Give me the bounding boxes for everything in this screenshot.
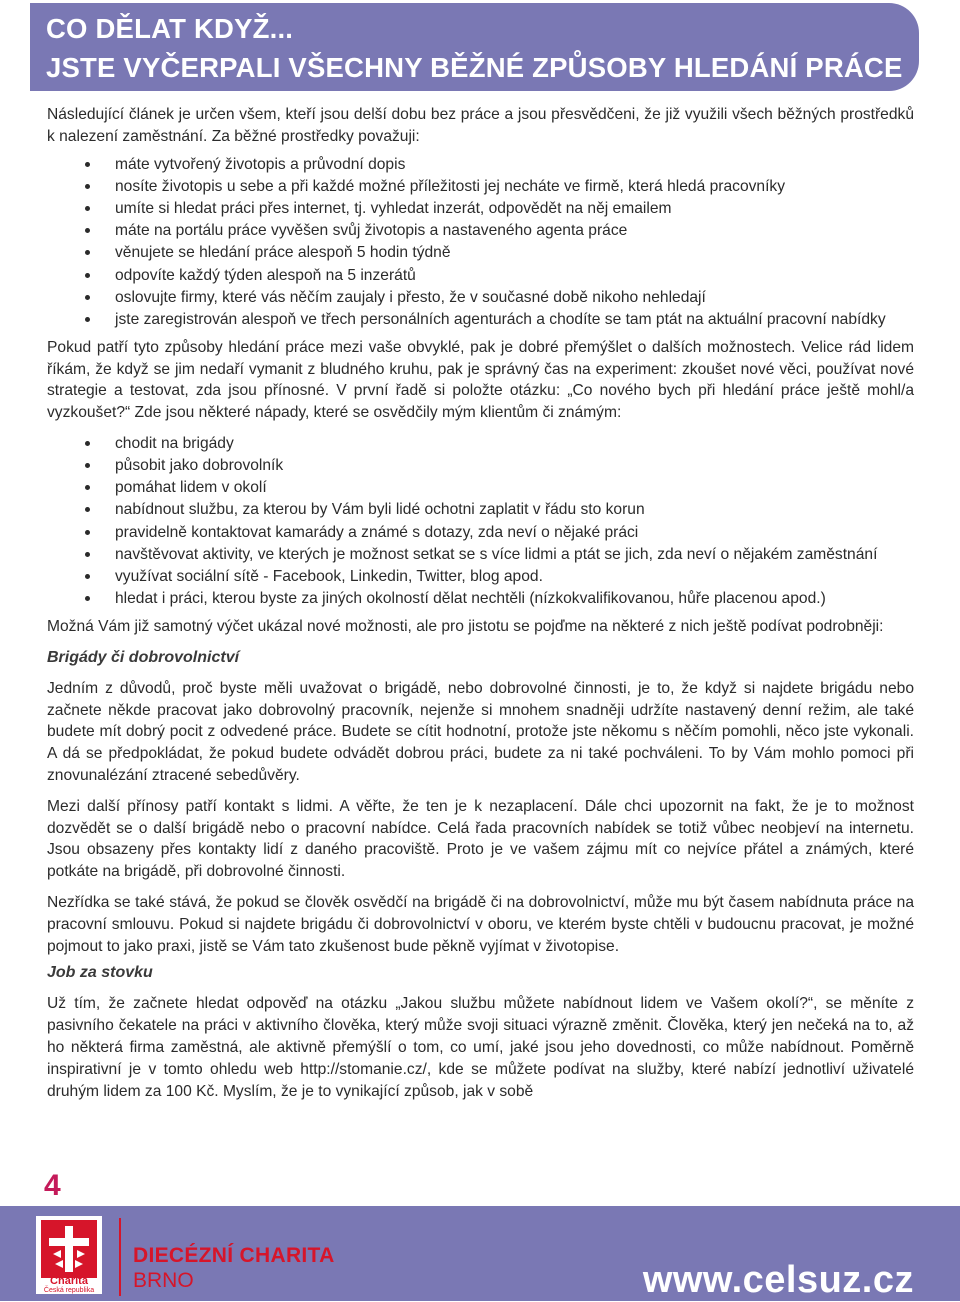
bullet-icon xyxy=(85,552,90,557)
list-item: odpovíte každý týden alespoň na 5 inzerátů xyxy=(47,265,914,287)
bullet-icon xyxy=(85,317,90,322)
logo-subtext: Česká republika xyxy=(43,1287,95,1294)
bullet-icon xyxy=(85,184,90,189)
list-item: chodit na brigády xyxy=(47,433,914,455)
list-item: jste zaregistrován alespoň ve třech personálních agenturách a chodíte se tam ptát na aktuální pracovní nabídky xyxy=(47,309,914,331)
ideas-list xyxy=(47,433,914,610)
bullet-icon xyxy=(85,507,90,512)
logo-text: Charita xyxy=(50,1275,88,1287)
bullet-icon xyxy=(85,530,90,535)
bullet-icon xyxy=(85,596,90,601)
list-item: umíte si hledat práci přes internet, tj. vyhledat inzerát, odpovědět na něj emailem xyxy=(47,198,914,220)
transition-paragraph: Možná Vám již samotný výčet ukázal nové možnosti, ale pro jistotu se pojďme na některé z nich ještě podívat podrobněji: xyxy=(47,618,884,635)
list-item: pravidelně kontaktovat kamarády a známé s dotazy, zda neví o nějaké práci xyxy=(47,522,914,544)
common-methods-list xyxy=(47,154,914,331)
bullet-icon xyxy=(85,485,90,490)
list-item: využívat sociální sítě - Facebook, Linkedin, Twitter, blog apod. xyxy=(47,566,914,588)
brigady-paragraph-2: Mezi další přínosy patří kontakt s lidmi. A věřte, že ten je k nezaplacení. Dále chci upozornit na fakt, že je to možnost dozvědět se o další brigádě nebo o pracovní nabídce. Celá řada pracovních nabídek se totiž vůbec neobjeví na internetu. Jsou obsazeny přes kontakty lidí z daného pracoviště. Proto je ve vašem zájmu mít co nejvíce přátel a známých, které potkáte na brigádě, při dobrovolné činnosti. xyxy=(47,797,914,881)
job-paragraph: Už tím, že začnete hledat odpověď na otázku „Jakou službu můžete nabídnout lidem ve Vašem okolí?“, se měníte z pasivního čekatele na práci v aktivního člověka, který může svoji situaci výrazně změnit. Člověka, který jen nečeká na to, až ho některá firma zaměstná, ale aktivně přemýšlí o tom, co umí, jaké jsou jeho dovednosti, co může nabídnout. Poměrně inspirativní je v tomto ohledu web http://stomanie.cz/, kde se můžete podívat na služby, které nabízí jednotliví uživatelé druhým lidem za 100 Kč. Myslím, že je to vynikající způsob, jak v sobě xyxy=(47,995,914,1100)
intro-paragraph: Následující článek je určen všem, kteří jsou delší dobu bez práce a jsou přesvědčeni, že již využili všech běžných prostředků k nalezení zaměstnání. Za běžné prostředky považuji: xyxy=(47,106,914,145)
bullet-icon xyxy=(85,162,90,167)
charita-logo xyxy=(36,1216,102,1294)
bullet-icon xyxy=(85,206,90,211)
list-item: nosíte životopis u sebe a při každé možné příležitosti jej necháte ve firmě, která hledá pracovníky xyxy=(47,176,914,198)
section-heading-job: Job za stovku xyxy=(47,964,153,982)
brigady-paragraph-3: Nezřídka se také stává, že pokud se člověk osvědčí na brigádě či na dobrovolnictví, může mu být časem nabídnuta práce na pracovní smlouvu. Pokud si najdete brigádu či dobrovolnictví v oboru, ve kterém byste chtěli v budoucnu pracovat, je možné pojmout to jako praxi, jistě se Vám tato zkušenost bude pěkně vyjímat v životopise. xyxy=(47,893,914,955)
list-item: navštěvovat aktivity, ve kterých je možnost setkat se s více lidmi a ptát se jich, zda neví o nějakém zaměstnání xyxy=(47,544,914,566)
charita-cross-icon xyxy=(41,1220,97,1278)
website-link[interactable]: www.celsuz.cz xyxy=(642,1259,914,1301)
title-line-2: JSTE VYČERPALI VŠECHNY BĚŽNÉ ZPŮSOBY HLEDÁNÍ PRÁCE xyxy=(46,52,903,83)
org-city: BRNO xyxy=(133,1269,194,1292)
list-item: věnujete se hledání práce alespoň 5 hodin týdně xyxy=(47,242,914,264)
title-banner xyxy=(30,3,919,91)
list-item: působit jako dobrovolník xyxy=(47,455,914,477)
list-item: pomáhat lidem v okolí xyxy=(47,477,914,499)
org-name: DIECÉZNÍ CHARITA xyxy=(133,1244,335,1267)
bullet-icon xyxy=(85,273,90,278)
brigady-paragraph-1: Jedním z důvodů, proč byste měli uvažovat o brigádě, nebo dobrovolné činnosti, je to, že když si najdete brigádu nebo začnete někde pracovat jako dobrovolný pracovník, nejenže si mnohem snadněji udržíte nastavený denní režim, ale také budete mít dobrý pocit z odvedené práce. Budete se cítit hodnotní, protože jste někomu s něčím pomohli, něco jste vykonali. A dá se předpokládat, že pokud budete odvádět dobrou práci, budete za ni také pochváleni. To by Vám mohlo pomoci při znovunalézání ztracené sebedůvěry. xyxy=(47,679,914,784)
bullet-icon xyxy=(85,250,90,255)
list-item: hledat i práci, kterou byste za jiných okolností dělat nechtěli (nízkokvalifikovanou, hůře placenou apod.) xyxy=(47,588,914,610)
bullet-icon xyxy=(85,574,90,579)
page-number: 4 xyxy=(44,1169,61,1202)
list-item: máte vytvořený životopis a průvodní dopis xyxy=(47,154,914,176)
bullet-icon xyxy=(85,295,90,300)
logo-caption xyxy=(36,1276,102,1295)
list-item: máte na portálu práce vyvěšen svůj životopis a nastaveného agenta práce xyxy=(47,220,914,242)
page-title xyxy=(46,9,909,87)
bullet-icon xyxy=(85,441,90,446)
article-body xyxy=(47,104,914,1102)
title-line-1: CO DĚLAT KDYŽ... xyxy=(46,13,294,44)
bullet-icon xyxy=(85,463,90,468)
footer-bar xyxy=(0,1206,960,1301)
footer-divider xyxy=(119,1218,121,1296)
section-heading-brigady: Brigády či dobrovolnictví xyxy=(47,648,240,666)
list-item: nabídnout službu, za kterou by Vám byli lidé ochotni zaplatit v řádu sto korun xyxy=(47,499,914,521)
bullet-icon xyxy=(85,228,90,233)
ideas-intro-paragraph: Pokud patří tyto způsoby hledání práce mezi vaše obvyklé, pak je dobré přemýšlet o dalších možnostech. Velice rád lidem říkám, že když se jim nedaří vymanit z bludného kruhu, pak je správný čas na experiment: zkoušet nové věci, používat nové strategie a testovat, zda jsou přínosné. V první řadě si položte otázku: „Co nového bych při hledání práce ještě mohl/a vyzkoušet?“ Zde jsou některé nápady, které se osvědčily mým klientům či známým: xyxy=(47,338,914,422)
list-item: oslovujte firmy, které vás něčím zaujaly i přesto, že v současné době nikoho nehledají xyxy=(47,287,914,309)
